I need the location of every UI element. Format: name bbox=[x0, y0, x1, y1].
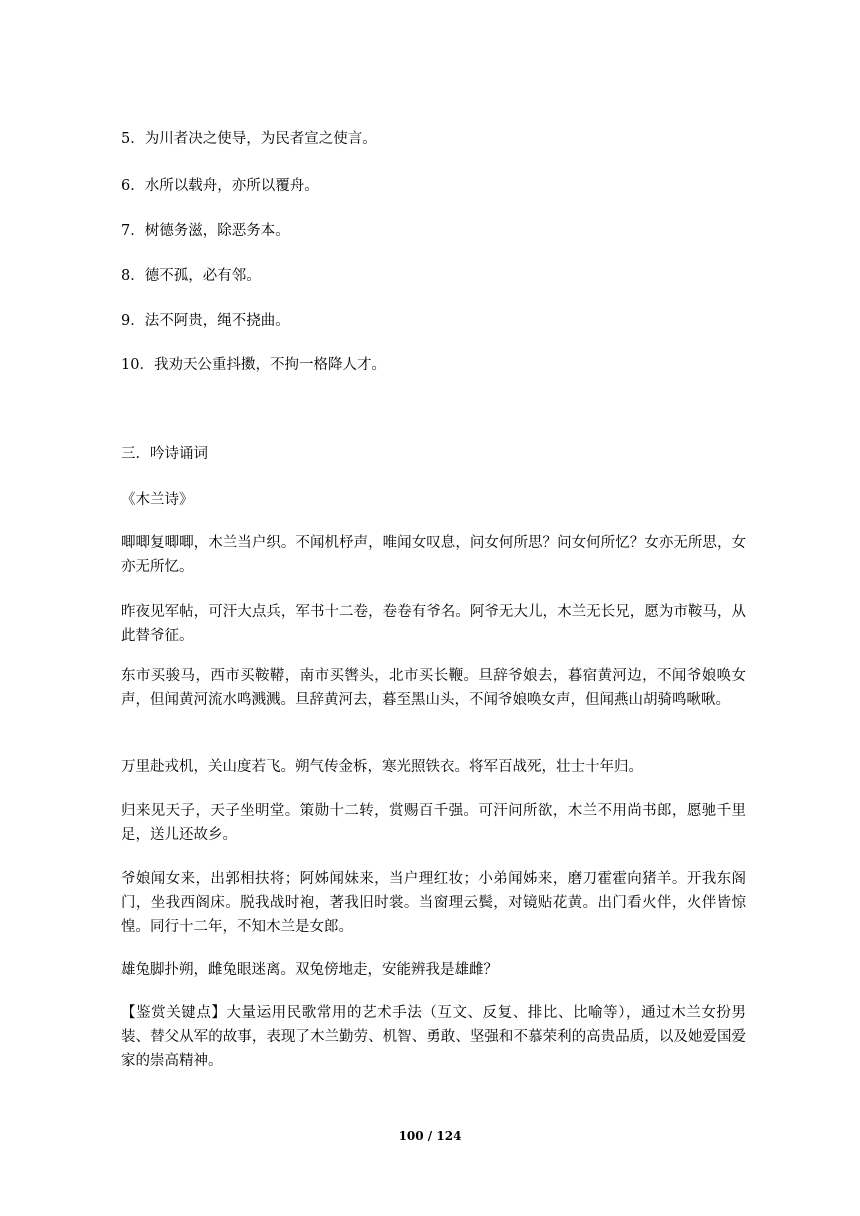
quote-item-5: 5．为川者决之使导，为民者宣之使言。 bbox=[121, 131, 377, 147]
poem-stanza-5: 归来见天子，天子坐明堂。策勋十二转，赏赐百千强。可汗问所欲，木兰不用尚书郎，愿驰千里足，送儿还故乡。 bbox=[121, 803, 746, 843]
poem-stanza-6: 爷娘闻女来，出郭相扶将；阿姊闻妹来，当户理红妆；小弟闻姊来，磨刀霍霍向猪羊。开我东阁门，坐我西阁床。脱我战时袍，著我旧时裳。当窗理云鬓，对镜贴花黄。出门看火伴，火伴皆惊惶。同行十二年，不知木兰是女郎。 bbox=[121, 871, 746, 935]
poem-title: 《木兰诗》 bbox=[121, 492, 194, 508]
poem-stanza-4: 万里赴戎机，关山度若飞。朔气传金柝，寒光照铁衣。将军百战死，壮士十年归。 bbox=[121, 759, 643, 775]
page-number: 100 / 124 bbox=[398, 1129, 462, 1143]
poem-stanza-3: 东市买骏马，西市买鞍鞯，南市买辔头，北市买长鞭。旦辞爷娘去，暮宿黄河边，不闻爷娘唤女声，但闻黄河流水鸣溅溅。旦辞黄河去，暮至黑山头，不闻爷娘唤女声，但闻燕山胡骑鸣啾啾。 bbox=[121, 668, 746, 708]
poem-stanza-1: 唧唧复唧唧，木兰当户织。不闻机杼声，唯闻女叹息，问女何所思？问女何所忆？女亦无所思，女亦无所忆。 bbox=[121, 535, 746, 575]
quote-item-9: 9．法不阿贵，绳不挠曲。 bbox=[121, 313, 290, 329]
poem-stanza-7: 雄兔脚扑朔，雌兔眼迷离。双兔傍地走，安能辨我是雄雌？ bbox=[121, 962, 498, 978]
appreciation-note: 【鉴赏关键点】大量运用民歌常用的艺术手法（互文、反复、排比、比喻等），通过木兰女扮男装、替父从军的故事，表现了木兰勤劳、机智、勇敢、坚强和不慕荣利的高贵品质，以及她爱国爱家的崇高精神。 bbox=[121, 1005, 746, 1069]
quote-item-10: 10．我劝天公重抖擞，不拘一格降人才。 bbox=[121, 357, 386, 373]
quote-item-8: 8．德不孤，必有邻。 bbox=[121, 268, 261, 284]
poem-stanza-2: 昨夜见军帖，可汗大点兵，军书十二卷，卷卷有爷名。阿爷无大儿，木兰无长兄，愿为市鞍马，从此替爷征。 bbox=[121, 604, 746, 644]
section-heading: 三．吟诗诵词 bbox=[121, 446, 208, 462]
quote-item-7: 7．树德务滋，除恶务本。 bbox=[121, 223, 290, 239]
quote-item-6: 6．水所以载舟，亦所以覆舟。 bbox=[121, 178, 319, 194]
